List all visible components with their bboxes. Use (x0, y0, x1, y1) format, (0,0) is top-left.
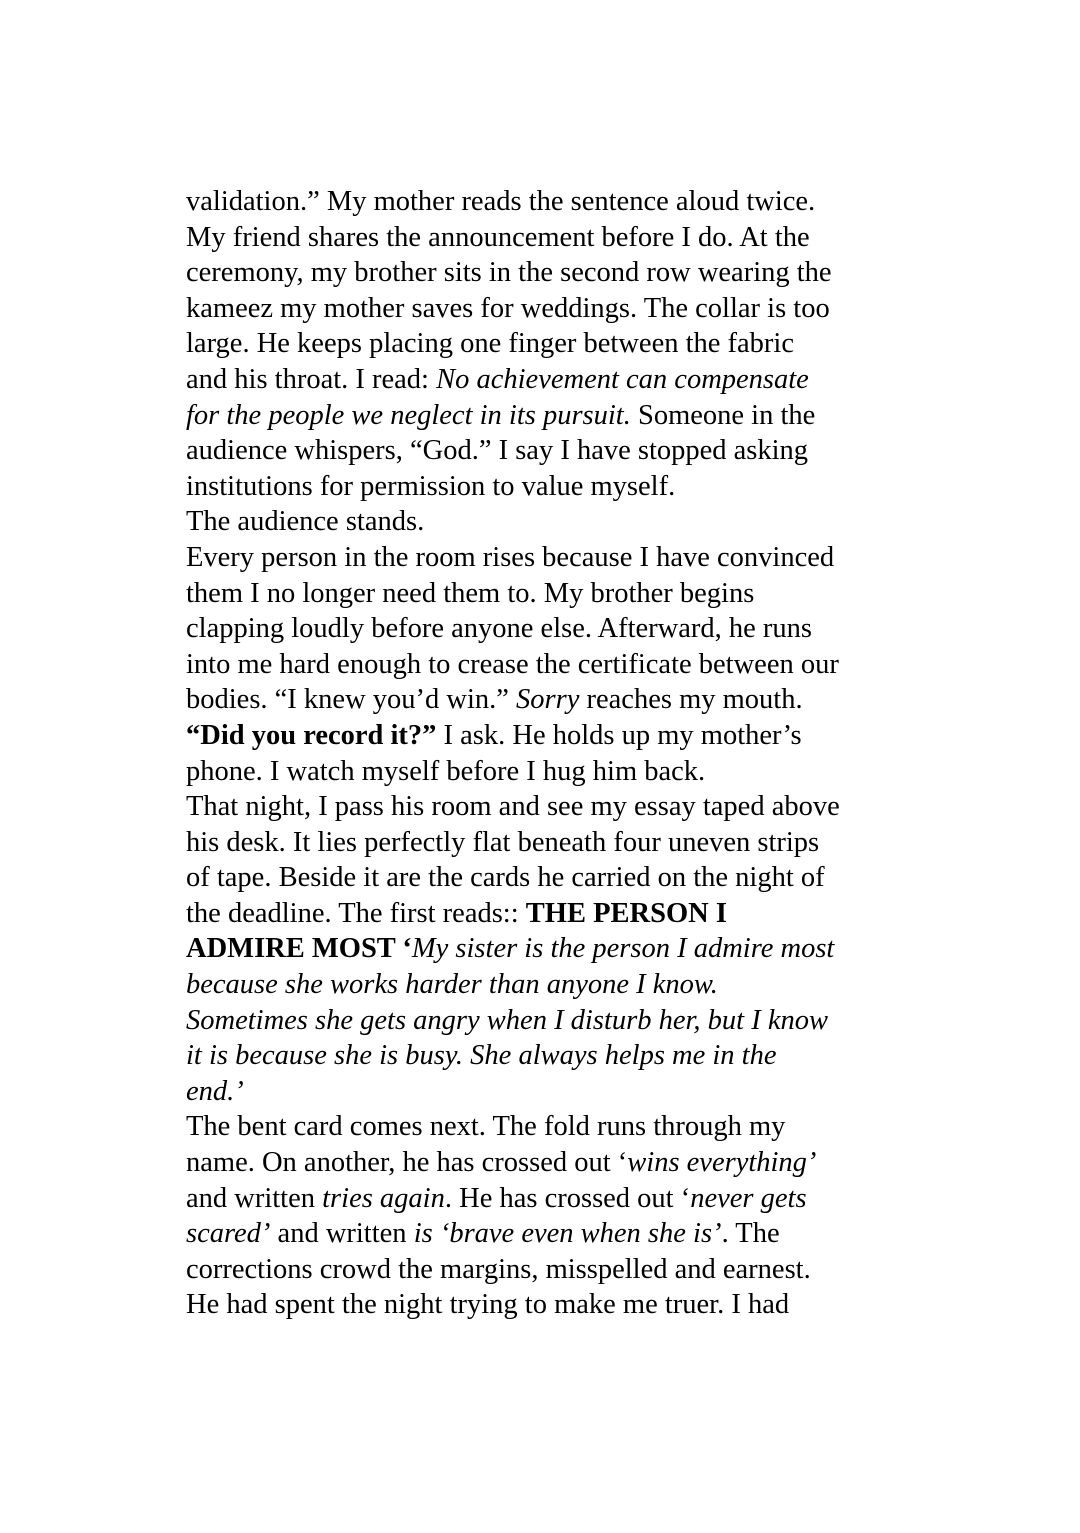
text-line (186, 647, 906, 683)
text-run: name. On another, he has crossed out ‘ (186, 1147, 628, 1179)
italic-text: never gets (690, 1182, 807, 1214)
text-run: The bent card comes next. The fold runs through my (186, 1111, 786, 1143)
italic-text: for the people we neglect in its pursuit. (186, 399, 631, 431)
text-line (186, 754, 906, 790)
text-line (186, 1181, 906, 1217)
text-run: He had spent the night trying to make me truer. I had (186, 1289, 790, 1321)
text-line (186, 1074, 906, 1110)
italic-text: wins everything’ (627, 1147, 817, 1179)
text-run: The audience stands. (186, 506, 425, 538)
text-line (186, 469, 906, 505)
text-line (186, 611, 906, 647)
italic-text: No achievement can compensate (436, 363, 809, 395)
text-line (186, 1003, 906, 1039)
text-line (186, 931, 906, 967)
text-line (186, 1109, 906, 1145)
text-run: and written (270, 1218, 414, 1250)
text-run: large. He keeps placing one finger between the fabric (186, 328, 794, 360)
text-run: and his throat. I read: (186, 363, 437, 395)
italic-text: tries again (322, 1182, 445, 1214)
text-line (186, 1216, 906, 1252)
text-line (186, 896, 906, 932)
text-run: . He has crossed out ‘ (444, 1182, 691, 1214)
text-run: audience whispers, “God.” I say I have stopped asking (186, 435, 809, 467)
text-run: them I no longer need them to. My brother begins (186, 577, 755, 609)
text-line (186, 718, 906, 754)
text-line (186, 789, 906, 825)
text-line (186, 1038, 906, 1074)
bold-text: THE PERSON I (525, 897, 727, 929)
text-run: ceremony, my brother sits in the second row wearing the (186, 257, 832, 289)
text-run: clapping loudly before anyone else. Afterward, he runs (186, 613, 812, 645)
text-line (186, 291, 906, 327)
text-run: the deadline. The first reads:: (186, 897, 526, 929)
text-line (186, 433, 906, 469)
italic-text: it is because she is busy. She always helps me in the (186, 1040, 777, 1072)
text-line (186, 326, 906, 362)
text-run: institutions for permission to value myself. (186, 470, 676, 502)
text-line (186, 1287, 906, 1323)
text-line (186, 362, 906, 398)
text-run: validation.” My mother reads the sentence aloud twice. (186, 186, 816, 217)
text-line (186, 220, 906, 256)
text-line (186, 184, 906, 220)
text-run: . The (721, 1218, 780, 1250)
body-text (186, 184, 906, 1323)
italic-text: Sorry (516, 684, 580, 716)
text-run: Someone in the (630, 399, 816, 431)
italic-text: end.’ (186, 1075, 244, 1107)
bold-text: ADMIRE MOST ‘ (186, 933, 412, 965)
text-line (186, 576, 906, 612)
text-line (186, 1145, 906, 1181)
text-run: phone. I watch myself before I hug him back. (186, 755, 706, 787)
italic-text: because she works harder than anyone I know. (186, 969, 718, 1001)
text-run: My friend shares the announcement before I do. At the (186, 221, 810, 253)
text-run: his desk. It lies perfectly flat beneath four uneven strips (186, 826, 820, 858)
text-line (186, 682, 906, 718)
text-run: corrections crowd the margins, misspelled and earnest. (186, 1253, 811, 1285)
text-line (186, 540, 906, 576)
italic-text: My sister is the person I admire most (411, 933, 835, 965)
text-line (186, 967, 906, 1003)
text-run: I ask. He holds up my mother’s (436, 719, 802, 751)
text-line (186, 1252, 906, 1288)
text-run: of tape. Beside it are the cards he carried on the night of (186, 862, 825, 894)
text-line (186, 860, 906, 896)
text-line (186, 825, 906, 861)
italic-text: is ‘brave even when she is’ (413, 1218, 722, 1250)
text-line (186, 255, 906, 291)
text-line (186, 504, 906, 540)
text-run: bodies. “I knew you’d win.” (186, 684, 517, 716)
text-run: reaches my mouth. (579, 684, 803, 716)
bold-text: “Did you record it?” (186, 719, 437, 751)
text-run: Every person in the room rises because I have convinced (186, 541, 835, 573)
text-run: and written (186, 1182, 323, 1214)
italic-text: scared’ (186, 1218, 271, 1250)
text-run: into me hard enough to crease the certificate between our (186, 648, 839, 680)
italic-text: Sometimes she gets angry when I disturb her, but I know (186, 1004, 828, 1036)
text-line (186, 398, 906, 434)
text-run: kameez my mother saves for weddings. The collar is too (186, 292, 830, 324)
text-run: That night, I pass his room and see my essay taped above (186, 791, 840, 823)
